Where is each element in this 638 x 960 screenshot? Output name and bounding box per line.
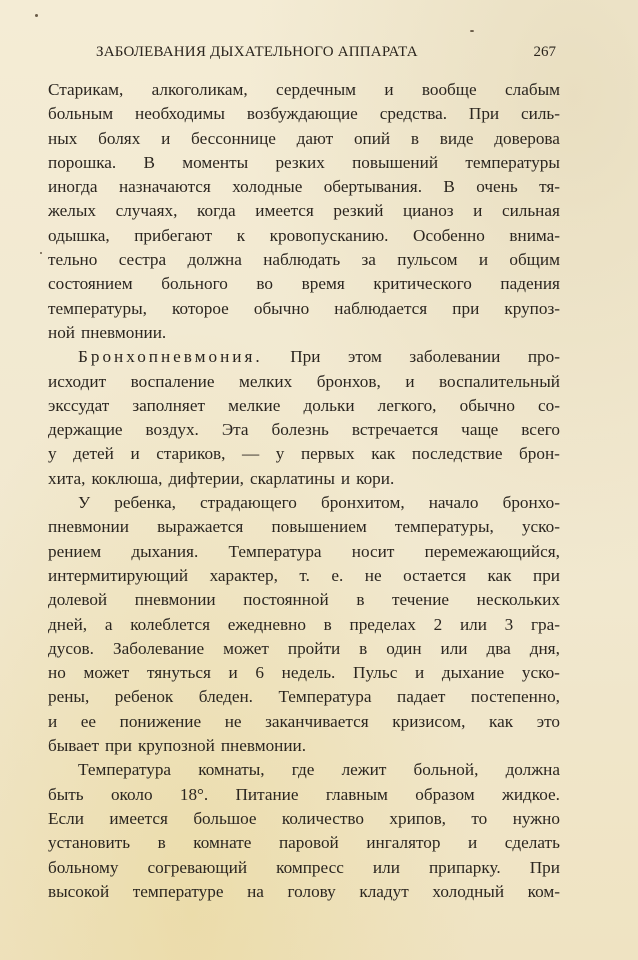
word: образом xyxy=(415,784,475,804)
word: При xyxy=(290,347,321,367)
word: необходимы xyxy=(135,104,225,124)
text-line xyxy=(48,758,560,782)
word: встречается xyxy=(351,420,439,440)
word: уско- xyxy=(521,517,560,537)
word: или xyxy=(459,614,487,634)
word: экссудат xyxy=(48,395,110,415)
word: последствие xyxy=(411,444,503,464)
text-line xyxy=(48,613,560,637)
word: колеблется xyxy=(130,614,211,634)
text-line xyxy=(48,685,560,709)
word: хрипов, xyxy=(389,808,446,828)
word: желых xyxy=(48,201,96,221)
word: чаще xyxy=(461,420,499,440)
word: заканчивается xyxy=(265,711,369,731)
word: количество xyxy=(281,808,364,828)
word: одышка, xyxy=(48,225,110,245)
word: опий xyxy=(353,128,391,148)
word: в xyxy=(359,638,368,658)
word: общим xyxy=(509,250,560,270)
word: ребенка, xyxy=(114,493,176,513)
word: ком- xyxy=(527,881,560,901)
text-line xyxy=(48,297,560,321)
text-line xyxy=(48,370,560,394)
text-line xyxy=(48,78,560,102)
word: слабым xyxy=(504,80,560,99)
word: дыхания. xyxy=(131,541,199,561)
word: быть xyxy=(48,784,84,804)
text-line xyxy=(48,394,560,418)
text-line xyxy=(48,661,560,685)
word: Бронхопневмония. xyxy=(78,347,263,367)
word: два xyxy=(486,638,511,658)
word: бронхов, xyxy=(316,371,381,391)
word: во xyxy=(256,274,273,294)
word: скарлатины xyxy=(249,468,335,488)
word: бывает xyxy=(48,736,99,756)
word: при xyxy=(452,298,480,318)
text-line xyxy=(48,418,560,442)
word: и xyxy=(161,128,171,148)
word: т. xyxy=(299,565,310,585)
word: кризисом, xyxy=(392,711,466,731)
word: то xyxy=(471,808,488,828)
word: долевой xyxy=(48,590,108,610)
text-line xyxy=(48,734,560,758)
text-line xyxy=(48,637,560,661)
word: голову xyxy=(287,881,336,901)
word: как xyxy=(371,444,396,464)
word: наблюдается xyxy=(334,298,428,318)
word: бронхо- xyxy=(502,493,560,513)
word: больному xyxy=(48,857,119,877)
word: течение xyxy=(392,590,450,610)
word: страдающего xyxy=(199,493,297,513)
word: доверова xyxy=(494,128,560,148)
word: тянуться xyxy=(146,663,211,683)
word: у xyxy=(48,444,57,464)
text-line xyxy=(48,442,560,466)
word: — xyxy=(242,444,260,464)
word: 2 xyxy=(433,614,443,634)
word: ных xyxy=(48,128,78,148)
word: как xyxy=(487,565,512,585)
word: возбуждающие xyxy=(246,104,358,124)
word: комнаты, xyxy=(198,760,265,780)
paper-speck xyxy=(470,30,474,32)
word: пневмонии. xyxy=(220,736,307,756)
word: ингалятор xyxy=(366,833,441,853)
word: прибегают xyxy=(134,225,213,245)
word: припарку. xyxy=(428,857,501,877)
word: имеется xyxy=(109,808,168,828)
word: критического xyxy=(373,274,472,294)
word: очень xyxy=(476,177,518,197)
word: один xyxy=(386,638,422,658)
word: дней, xyxy=(48,614,88,634)
word: В xyxy=(443,177,455,197)
word: дольки xyxy=(303,395,355,415)
word: е. xyxy=(331,565,344,585)
word: 6 xyxy=(255,663,264,683)
word: не xyxy=(364,565,382,585)
word: Температура xyxy=(228,541,322,561)
word: стариков, xyxy=(156,444,226,464)
word: комнате xyxy=(193,833,252,853)
word: про- xyxy=(527,347,560,367)
word: дня, xyxy=(529,638,560,658)
word: Питание xyxy=(235,784,299,804)
word: и xyxy=(48,711,58,731)
word: может xyxy=(83,663,130,683)
word: кори. xyxy=(356,468,395,488)
word: установить xyxy=(48,833,131,853)
text-line xyxy=(48,515,560,539)
word: температуре xyxy=(132,881,224,901)
word: перемежающийся, xyxy=(424,541,560,561)
word: остается xyxy=(403,565,466,585)
word: компресс xyxy=(276,857,344,877)
word: должна xyxy=(187,250,242,270)
text-line xyxy=(48,491,560,515)
word: бронхитом, xyxy=(320,493,405,513)
word: крупоз- xyxy=(504,298,560,318)
word: пределах xyxy=(349,614,416,634)
word: дыхание xyxy=(441,663,505,683)
word: большое xyxy=(193,808,257,828)
word: лежит xyxy=(341,760,387,780)
word: и xyxy=(228,663,238,683)
word: обертывания. xyxy=(323,177,422,197)
word: пройти xyxy=(287,638,341,658)
word: При xyxy=(529,857,560,877)
word: со- xyxy=(538,395,560,415)
word: болезнь xyxy=(271,420,329,440)
word: пульсом xyxy=(397,250,458,270)
word: больной, xyxy=(413,760,479,780)
word: или xyxy=(372,857,400,877)
word: время xyxy=(301,274,345,294)
text-line xyxy=(48,880,560,904)
word: повышений xyxy=(352,152,439,172)
word: виде xyxy=(439,128,474,148)
word: сердечным xyxy=(276,80,357,99)
word: согревающий xyxy=(147,857,248,877)
word: характер, xyxy=(209,565,278,585)
word: воспалительный xyxy=(439,371,560,391)
word: в xyxy=(157,833,166,853)
word: бессоннице xyxy=(191,128,276,148)
text-line xyxy=(48,856,560,880)
word: главным xyxy=(325,784,388,804)
word: температуры, xyxy=(394,517,494,537)
word: понижение xyxy=(119,711,202,731)
word: тельно xyxy=(48,250,98,270)
word: может xyxy=(223,638,269,658)
word: гра- xyxy=(531,614,560,634)
word: на xyxy=(247,881,264,901)
paper-speck xyxy=(35,14,38,17)
word: и xyxy=(340,468,351,488)
word: и xyxy=(468,833,478,853)
word: моменты xyxy=(182,152,249,172)
word: уско- xyxy=(521,663,560,683)
word: порошка. xyxy=(48,152,117,172)
word: Температура xyxy=(78,760,172,780)
word: за xyxy=(361,250,376,270)
word: в xyxy=(323,614,332,634)
word: воспаление xyxy=(130,371,215,391)
word: падает xyxy=(397,687,446,707)
word: носит xyxy=(351,541,395,561)
word: ежедневно xyxy=(227,614,306,634)
word: нескольких xyxy=(476,590,560,610)
word: вообще xyxy=(421,80,477,99)
word: нужно xyxy=(512,808,560,828)
word: исходит xyxy=(48,371,107,391)
word: температуры xyxy=(465,152,560,172)
word: В xyxy=(143,152,155,172)
word: средства. xyxy=(379,104,448,124)
word: к xyxy=(236,225,246,245)
word: брон- xyxy=(519,444,560,464)
text-line xyxy=(48,831,560,855)
word: ной xyxy=(48,322,75,342)
word: холодный xyxy=(432,881,505,901)
word: интермитирующий xyxy=(48,565,189,585)
word: Эта xyxy=(221,420,249,440)
word: Пульс xyxy=(353,663,398,683)
word: алкоголикам, xyxy=(151,80,248,99)
running-head xyxy=(96,44,556,66)
word: сильная xyxy=(501,201,560,221)
word: Если xyxy=(48,808,84,828)
word: заболевании xyxy=(409,347,501,367)
word: дают xyxy=(296,128,334,148)
body-text xyxy=(48,78,560,904)
word: которое xyxy=(172,298,229,318)
word: у xyxy=(275,444,285,464)
word: крупозной xyxy=(137,736,215,756)
word: случаях, xyxy=(115,201,178,221)
text-line xyxy=(48,807,560,831)
word: температуры, xyxy=(48,298,147,318)
word: и xyxy=(478,250,489,270)
word: Заболевание xyxy=(112,638,205,658)
word: цианоз xyxy=(402,201,454,221)
word: пневмонии xyxy=(134,590,216,610)
word: воздух. xyxy=(145,420,199,440)
word: легкого, xyxy=(377,395,437,415)
word: больного xyxy=(161,274,228,294)
text-line xyxy=(48,564,560,588)
text-line xyxy=(48,710,560,734)
text-line xyxy=(48,345,560,369)
text-line xyxy=(48,151,560,175)
word: при xyxy=(533,565,560,585)
word: паровой xyxy=(278,833,339,853)
text-line xyxy=(48,540,560,564)
word: резкий xyxy=(333,201,384,221)
word: сестра xyxy=(118,250,167,270)
word: а xyxy=(104,614,113,634)
word: или xyxy=(440,638,468,658)
word: около xyxy=(110,784,153,804)
word: начало xyxy=(428,493,479,513)
text-line xyxy=(48,127,560,151)
word: недель. xyxy=(281,663,336,683)
word: болях xyxy=(98,128,141,148)
word: тя- xyxy=(539,177,560,197)
text-line xyxy=(48,199,560,223)
word: внима- xyxy=(509,225,560,245)
word: 3 xyxy=(504,614,514,634)
word: постепенно, xyxy=(470,687,560,707)
text-line xyxy=(48,248,560,272)
word: коклюша, xyxy=(91,468,163,488)
word: хита, xyxy=(48,468,86,488)
word: жидкое. xyxy=(501,784,560,804)
running-title: ЗАБОЛЕВАНИЯ ДЫХАТЕЛЬНОГО АППАРАТА xyxy=(96,44,418,60)
word: но xyxy=(48,663,66,683)
word: в xyxy=(410,128,420,148)
text-line xyxy=(48,224,560,248)
word: Особенно xyxy=(413,225,485,245)
word: холодные xyxy=(232,177,303,197)
word: Температура xyxy=(278,687,372,707)
word: наблюдать xyxy=(263,250,341,270)
word: сделать xyxy=(504,833,560,853)
word: при xyxy=(104,736,132,756)
word: мелких xyxy=(238,371,293,391)
word: дусов. xyxy=(48,638,94,658)
page-number: 267 xyxy=(533,44,556,60)
word: и xyxy=(384,80,394,99)
word: имеется xyxy=(255,201,314,221)
text-line xyxy=(48,175,560,199)
text-line xyxy=(48,321,560,345)
word: мелкие xyxy=(228,395,281,415)
word: обычно xyxy=(253,298,310,318)
word: когда xyxy=(197,201,236,221)
word: высокой xyxy=(48,881,110,901)
text-line xyxy=(48,272,560,296)
word: 18°. xyxy=(179,784,209,804)
word: ребенок xyxy=(114,687,174,707)
word: этом xyxy=(348,347,382,367)
word: падения xyxy=(500,274,560,294)
word: повышением xyxy=(271,517,367,537)
word: иногда xyxy=(48,177,98,197)
word: где xyxy=(291,760,315,780)
word: заполняет xyxy=(132,395,205,415)
word: всего xyxy=(521,420,560,440)
word: должна xyxy=(505,760,560,780)
word: Старикам, xyxy=(48,80,124,99)
word: в xyxy=(356,590,365,610)
word: рены, xyxy=(48,687,90,707)
word: и xyxy=(415,663,425,683)
text-line xyxy=(48,783,560,807)
word: У xyxy=(78,493,91,513)
word: ее xyxy=(80,711,97,731)
word: больным xyxy=(48,104,114,124)
text-line xyxy=(48,588,560,612)
word: выражается xyxy=(157,517,244,537)
word: это xyxy=(536,711,560,731)
word: рением xyxy=(48,541,102,561)
word: детей xyxy=(73,444,114,464)
word: первых xyxy=(300,444,355,464)
paper-speck xyxy=(40,252,42,254)
word: При xyxy=(468,104,500,124)
word: бледен. xyxy=(198,687,253,707)
text-line xyxy=(48,467,560,491)
word: состоянием xyxy=(48,274,133,294)
word: не xyxy=(224,711,242,731)
word: назначаются xyxy=(118,177,211,197)
text-line xyxy=(48,102,560,126)
word: кладут xyxy=(359,881,409,901)
word: силь- xyxy=(521,104,560,124)
word: и xyxy=(405,371,415,391)
word: кровопусканию. xyxy=(269,225,389,245)
word: и xyxy=(130,444,140,464)
word: дифтерии, xyxy=(168,468,244,488)
word: постоянной xyxy=(243,590,329,610)
word: пневмонии. xyxy=(81,322,167,342)
word: резких xyxy=(275,152,325,172)
word: обычно xyxy=(459,395,515,415)
word: держащие xyxy=(48,420,123,440)
word: пневмонии xyxy=(48,517,129,537)
word: как xyxy=(489,711,514,731)
word: и xyxy=(473,201,483,221)
